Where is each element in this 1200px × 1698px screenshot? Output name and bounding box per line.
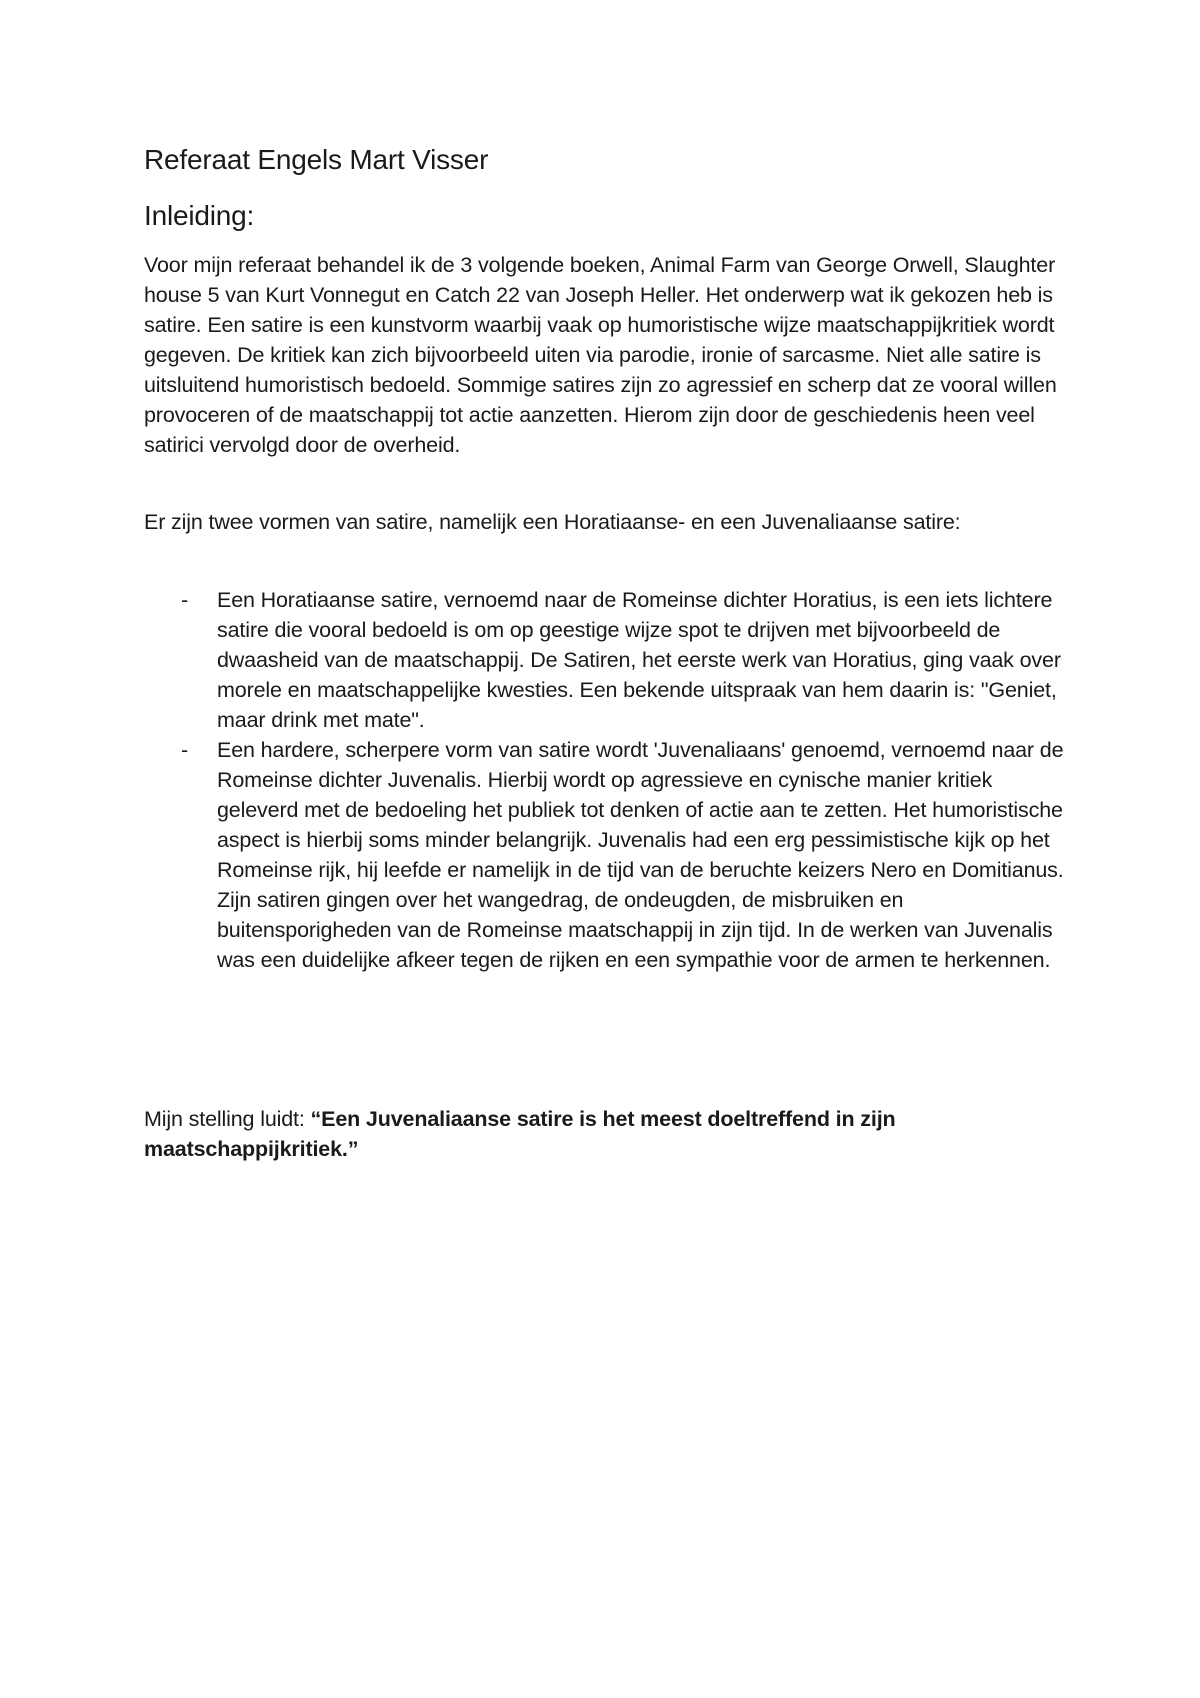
- thesis-label: Mijn stelling luidt:: [144, 1107, 311, 1131]
- intro-paragraph: Voor mijn referaat behandel ik de 3 volgende boeken, Animal Farm van George Orwell, Slaughter house 5 van Kurt Vonnegut en Catch 22 van Joseph Heller. Het onderwerp wat ik gekozen heb is satire. Een satire is een kunstvorm waarbij vaak op humoristische wijze maatschappijkritiek wordt gegeven. De kritiek kan zich bijvoorbeeld uiten via parodie, ironie of sarcasme. Niet alle satire is uitsluitend humoristisch bedoeld. Sommige satires zijn zo agressief en scherp dat ze vooral willen provoceren of de maatschappij tot actie aanzetten. Hierom zijn door de geschiedenis heen veel satirici vervolgd door de overheid.: [144, 253, 1057, 457]
- section-heading: Inleiding:: [144, 200, 255, 231]
- list-item-text: Een Horatiaanse satire, vernoemd naar de Romeinse dichter Horatius, is een iets lichtere satire die vooral bedoeld is om op geestige wijze spot te drijven met bijvoorbeeld de dwaasheid van de maatschappij. De Satiren, het eerste werk van Horatius, ging vaak over morele en maatschappelijke kwesties. Een bekende uitspraak van hem daarin is: "Geniet, maar drink met mate".: [217, 588, 1061, 732]
- list-item: [144, 735, 1074, 975]
- document-title: Referaat Engels Mart Visser: [144, 144, 489, 175]
- thesis-paragraph: [144, 1104, 1074, 1164]
- thesis-statement: “Een Juvenaliaanse satire is het meest doeltreffend in zijn maatschappijkritiek.”: [144, 1107, 896, 1161]
- forms-paragraph: Er zijn twee vormen van satire, namelijk een Horatiaanse- en een Juvenaliaanse satire:: [144, 510, 961, 534]
- dash-bullet-icon: -: [181, 738, 189, 762]
- dash-bullet-icon: -: [181, 588, 189, 612]
- list-item-text: Een hardere, scherpere vorm van satire wordt 'Juvenaliaans' genoemd, vernoemd naar de Romeinse dichter Juvenalis. Hierbij wordt op agressieve en cynische manier kritiek geleverd met de bedoeling het publiek tot denken of actie aan te zetten. Het humoristische aspect is hierbij soms minder belangrijk. Juvenalis had een erg pessimistische kijk op het Romeinse rijk, hij leefde er namelijk in de tijd van de beruchte keizers Nero en Domitianus. Zijn satiren gingen over het wangedrag, de ondeugden, de misbruiken en buitensporigheden van de Romeinse maatschappij in zijn tijd. In de werken van Juvenalis was een duidelijke afkeer tegen de rijken en een sympathie voor de armen te herkennen.: [217, 738, 1064, 972]
- list-item: [144, 585, 1074, 735]
- satire-forms-list: [144, 585, 1074, 975]
